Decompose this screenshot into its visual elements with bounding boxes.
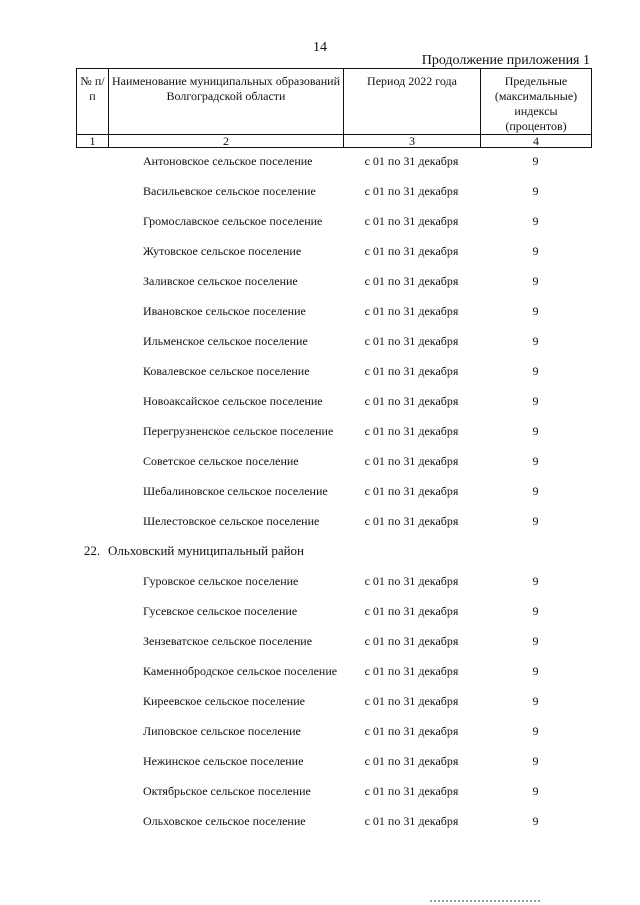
row-index: 9	[532, 633, 539, 648]
row-index: 9	[532, 663, 539, 678]
row-period: с 01 по 31 декабря	[364, 813, 459, 828]
row-period: с 01 по 31 декабря	[364, 723, 459, 738]
settlement-name: Жутовское сельское поселение	[143, 243, 302, 258]
row-name-cell	[108, 214, 343, 229]
settlement-name: Ковалевское сельское поселение	[143, 363, 310, 378]
row-period: с 01 по 31 декабря	[364, 363, 459, 378]
row-index: 9	[532, 603, 539, 618]
column-number-2: 2	[109, 135, 344, 148]
table-row	[76, 266, 591, 296]
row-name-cell	[108, 364, 343, 379]
table-row	[76, 416, 591, 446]
continuation-label: Продолжение приложения 1	[421, 53, 590, 68]
table-row	[76, 176, 591, 206]
table-row	[76, 206, 591, 236]
row-period: с 01 по 31 декабря	[364, 663, 459, 678]
row-period: с 01 по 31 декабря	[364, 303, 459, 318]
header-number: № п/п	[77, 69, 109, 135]
row-index: 9	[532, 753, 539, 768]
settlement-name: Нежинское сельское поселение	[143, 753, 304, 768]
row-index: 9	[532, 783, 539, 798]
row-index: 9	[532, 303, 539, 318]
row-period: с 01 по 31 декабря	[364, 453, 459, 468]
table-row	[76, 596, 591, 626]
row-number: 22.	[83, 543, 101, 558]
row-index: 9	[532, 723, 539, 738]
table-row	[76, 656, 591, 686]
header-period: Период 2022 года	[344, 69, 481, 135]
row-period: с 01 по 31 декабря	[364, 513, 459, 528]
table-row	[76, 326, 591, 356]
header-name: Наименование муниципальных образований Волгоградской области	[109, 69, 344, 135]
table-row	[76, 356, 591, 386]
row-period: с 01 по 31 декабря	[364, 423, 459, 438]
page-number: 14	[313, 40, 327, 55]
column-number-3: 3	[344, 135, 481, 148]
table-row	[76, 686, 591, 716]
row-period: с 01 по 31 декабря	[364, 753, 459, 768]
row-name-cell	[108, 754, 343, 769]
table-row	[76, 566, 591, 596]
header-index: Предельные (максимальные) индексы (процентов)	[481, 69, 592, 135]
settlement-name: Каменнобродское сельское поселение	[143, 663, 338, 678]
settlement-name: Советское сельское поселение	[143, 453, 299, 468]
row-period: с 01 по 31 декабря	[364, 483, 459, 498]
table-row	[76, 506, 591, 536]
row-index: 9	[532, 483, 539, 498]
row-name-cell	[108, 184, 343, 199]
table-row	[76, 146, 591, 176]
row-name-cell	[108, 514, 343, 529]
row-name-cell	[108, 724, 343, 739]
table-body	[76, 146, 591, 836]
row-name-cell	[108, 424, 343, 439]
row-period: с 01 по 31 декабря	[364, 573, 459, 588]
row-index: 9	[532, 213, 539, 228]
settlement-name: Шелестовское сельское поселение	[143, 513, 320, 528]
row-period: с 01 по 31 декабря	[364, 243, 459, 258]
settlement-name: Антоновское сельское поселение	[143, 153, 313, 168]
row-index: 9	[532, 183, 539, 198]
row-index: 9	[532, 153, 539, 168]
row-index: 9	[532, 333, 539, 348]
table-row	[76, 806, 591, 836]
settlement-name: Зензеватское сельское поселение	[143, 633, 313, 648]
district-name: Ольховский муниципальный район	[108, 543, 305, 558]
table-row	[76, 386, 591, 416]
settlement-name: Шебалиновское сельское поселение	[143, 483, 328, 498]
row-period: с 01 по 31 декабря	[364, 183, 459, 198]
row-index: 9	[532, 453, 539, 468]
settlement-name: Заливское сельское поселение	[143, 273, 298, 288]
settlement-name: Ивановское сельское поселение	[143, 303, 306, 318]
row-index: 9	[532, 573, 539, 588]
row-period: с 01 по 31 декабря	[364, 273, 459, 288]
settlement-name: Васильевское сельское поселение	[143, 183, 316, 198]
table-row	[76, 476, 591, 506]
row-index: 9	[532, 393, 539, 408]
district-row	[76, 536, 591, 566]
row-name-cell	[108, 634, 343, 649]
row-name-cell	[108, 334, 343, 349]
row-index: 9	[532, 693, 539, 708]
row-name-cell	[108, 154, 343, 169]
settlement-name: Киреевское сельское поселение	[143, 693, 305, 708]
row-name-cell	[108, 454, 343, 469]
table-row	[76, 296, 591, 326]
row-name-cell	[108, 664, 343, 679]
row-name-cell	[108, 244, 343, 259]
settlement-name: Липовское сельское поселение	[143, 723, 301, 738]
table-row	[76, 446, 591, 476]
table-row	[76, 236, 591, 266]
row-period: с 01 по 31 декабря	[364, 633, 459, 648]
settlement-name: Гуровское сельское поселение	[143, 573, 299, 588]
row-index: 9	[532, 813, 539, 828]
row-name-cell	[108, 604, 343, 619]
row-name-cell	[108, 543, 343, 559]
row-name-cell	[108, 814, 343, 829]
settlement-name: Октябрьское сельское поселение	[143, 783, 311, 798]
row-index: 9	[532, 513, 539, 528]
row-index: 9	[532, 273, 539, 288]
row-period: с 01 по 31 декабря	[364, 153, 459, 168]
row-period: с 01 по 31 декабря	[364, 333, 459, 348]
settlement-name: Ольховское сельское поселение	[143, 813, 306, 828]
settlement-name: Новоаксайское сельское поселение	[143, 393, 323, 408]
row-index: 9	[532, 423, 539, 438]
settlement-name: Гусевское сельское поселение	[143, 603, 298, 618]
column-number-1: 1	[77, 135, 109, 148]
column-number-4: 4	[481, 135, 592, 148]
row-period: с 01 по 31 декабря	[364, 213, 459, 228]
settlement-name: Перегрузненское сельское поселение	[143, 423, 334, 438]
row-index: 9	[532, 363, 539, 378]
row-period: с 01 по 31 декабря	[364, 783, 459, 798]
table-row	[76, 716, 591, 746]
scan-artifact	[430, 900, 540, 902]
table-header	[76, 68, 592, 148]
row-name-cell	[108, 304, 343, 319]
table-row	[76, 776, 591, 806]
row-index: 9	[532, 243, 539, 258]
table-row	[76, 626, 591, 656]
settlement-name: Громославское сельское поселение	[143, 213, 323, 228]
row-name-cell	[108, 394, 343, 409]
settlement-name: Ильменское сельское поселение	[143, 333, 308, 348]
row-period: с 01 по 31 декабря	[364, 693, 459, 708]
row-name-cell	[108, 694, 343, 709]
row-name-cell	[108, 574, 343, 589]
row-name-cell	[108, 274, 343, 289]
row-name-cell	[108, 784, 343, 799]
row-period: с 01 по 31 декабря	[364, 603, 459, 618]
row-name-cell	[108, 484, 343, 499]
table-row	[76, 746, 591, 776]
row-period: с 01 по 31 декабря	[364, 393, 459, 408]
